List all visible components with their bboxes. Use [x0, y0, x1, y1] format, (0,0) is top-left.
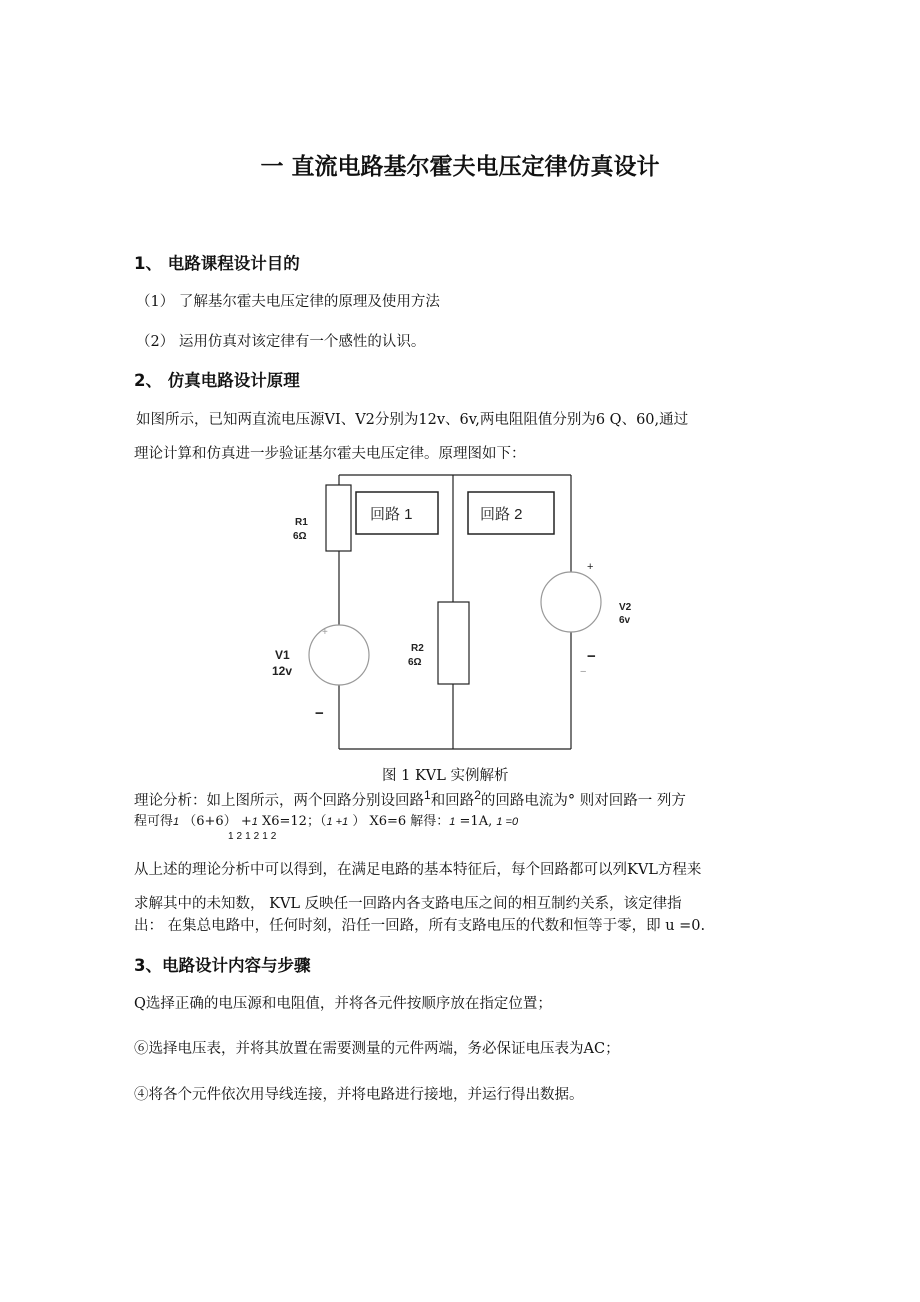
analysis-subscripts: 121212: [228, 831, 280, 842]
figure-caption: 图 1 KVL 实例解析: [382, 768, 509, 784]
conclusion-line-3: 出： 在集总电路中，任何时刻，沿任一回路，所有支路电压的代数和恒等于零，即 u =0.: [134, 918, 706, 934]
v1-plus-sign: +: [322, 627, 328, 638]
v2-minus-sign: −: [587, 648, 596, 665]
analysis-text-a: 理论分析：如上图所示，两个回路分别设回路: [134, 792, 424, 809]
analysis-line-1: [134, 788, 686, 810]
current-symbol-4: 1: [342, 816, 349, 828]
r1-name: R1: [295, 517, 308, 528]
loop-1-superscript: 1: [424, 788, 431, 802]
analysis-text-c: 的回路电流为° 则对回路一 列方: [480, 792, 686, 809]
section-2-paragraph-line-2: 理论计算和仿真进一步验证基尔霍夫电压定律。原理图如下：: [134, 446, 526, 462]
resistor-r2: [438, 602, 469, 684]
analysis-text-h: ） X6=6 解得：: [348, 814, 450, 829]
section-2-paragraph-line-1: 如图所示，已知两直流电压源VI、V2分别为12v、6v,两电阻阻值分别为6 Q、60,通过: [136, 412, 689, 428]
analysis-line-2: [134, 810, 518, 829]
loop-2-label: 回路 2: [480, 506, 523, 523]
analysis-text-d: 程可得: [134, 814, 174, 829]
analysis-text-g: +: [332, 816, 343, 828]
section-3-step-3: ④将各个元件依次用导线连接，并将电路进行接地，并运行得出数据。: [134, 1087, 584, 1103]
conclusion-line-2: 求解其中的未知数， KVL 反映任一回路内各支路电压之间的相互制约关系，该定律指: [134, 896, 682, 912]
analysis-text-k: =1A,: [455, 814, 497, 829]
current-symbol-2: 1: [251, 816, 258, 828]
conclusion-line-1: 从上述的理论分析中可以得到，在满足电路的基本特征后，每个回路都可以列KVL方程来: [134, 862, 702, 878]
v1-minus-sign: −: [315, 705, 324, 722]
section-1-item-1: （1） 了解基尔霍夫电压定律的原理及使用方法: [136, 294, 440, 310]
r1-value: 6Ω: [293, 531, 307, 542]
section-3-step-1: Q选择正确的电压源和电阻值，并将各元件按顺序放在指定位置；: [134, 996, 552, 1012]
section-3-step-2: ⑥选择电压表，并将其放置在需要测量的元件两端，务必保证电压表为AC；: [134, 1041, 620, 1057]
r2-name: R2: [411, 643, 424, 654]
v2-name: V2: [619, 602, 632, 613]
analysis-text-l: =0: [502, 816, 519, 828]
section-2-heading: 2、 仿真电路设计原理: [134, 371, 300, 390]
v2-plus-sign: +: [587, 561, 594, 573]
section-1-heading: 1、 电路课程设计目的: [134, 254, 300, 273]
section-3-heading: 3、电路设计内容与步骤: [134, 956, 311, 975]
resistor-r1: [326, 485, 351, 551]
current-symbol-3: 1: [326, 816, 333, 828]
current-symbol-5: 1: [449, 816, 456, 828]
analysis-text-f: X6=12；（: [257, 814, 327, 829]
circuit-diagram: [260, 465, 640, 765]
loop-2-superscript: 2: [474, 788, 481, 802]
page-title: 一 直流电路基尔霍夫电压定律仿真设计: [260, 154, 660, 180]
analysis-text-e: （6+6） +: [179, 814, 252, 829]
r2-value: 6Ω: [408, 657, 422, 668]
v1-value: 12v: [272, 664, 293, 678]
v1-name: V1: [275, 648, 290, 662]
current-symbol-1: 1: [173, 816, 180, 828]
v2-value: 6v: [619, 615, 631, 626]
current-symbol-6: 1: [496, 816, 503, 828]
analysis-text-b: 和回路: [430, 792, 475, 809]
voltage-source-v1: [309, 625, 369, 685]
section-1-item-2: （2） 运用仿真对该定律有一个感性的认识。: [136, 334, 426, 350]
loop-1-label: 回路 1: [370, 506, 413, 523]
voltage-source-v2: [541, 572, 601, 632]
v2-minus-sign-outline: −: [580, 666, 587, 678]
